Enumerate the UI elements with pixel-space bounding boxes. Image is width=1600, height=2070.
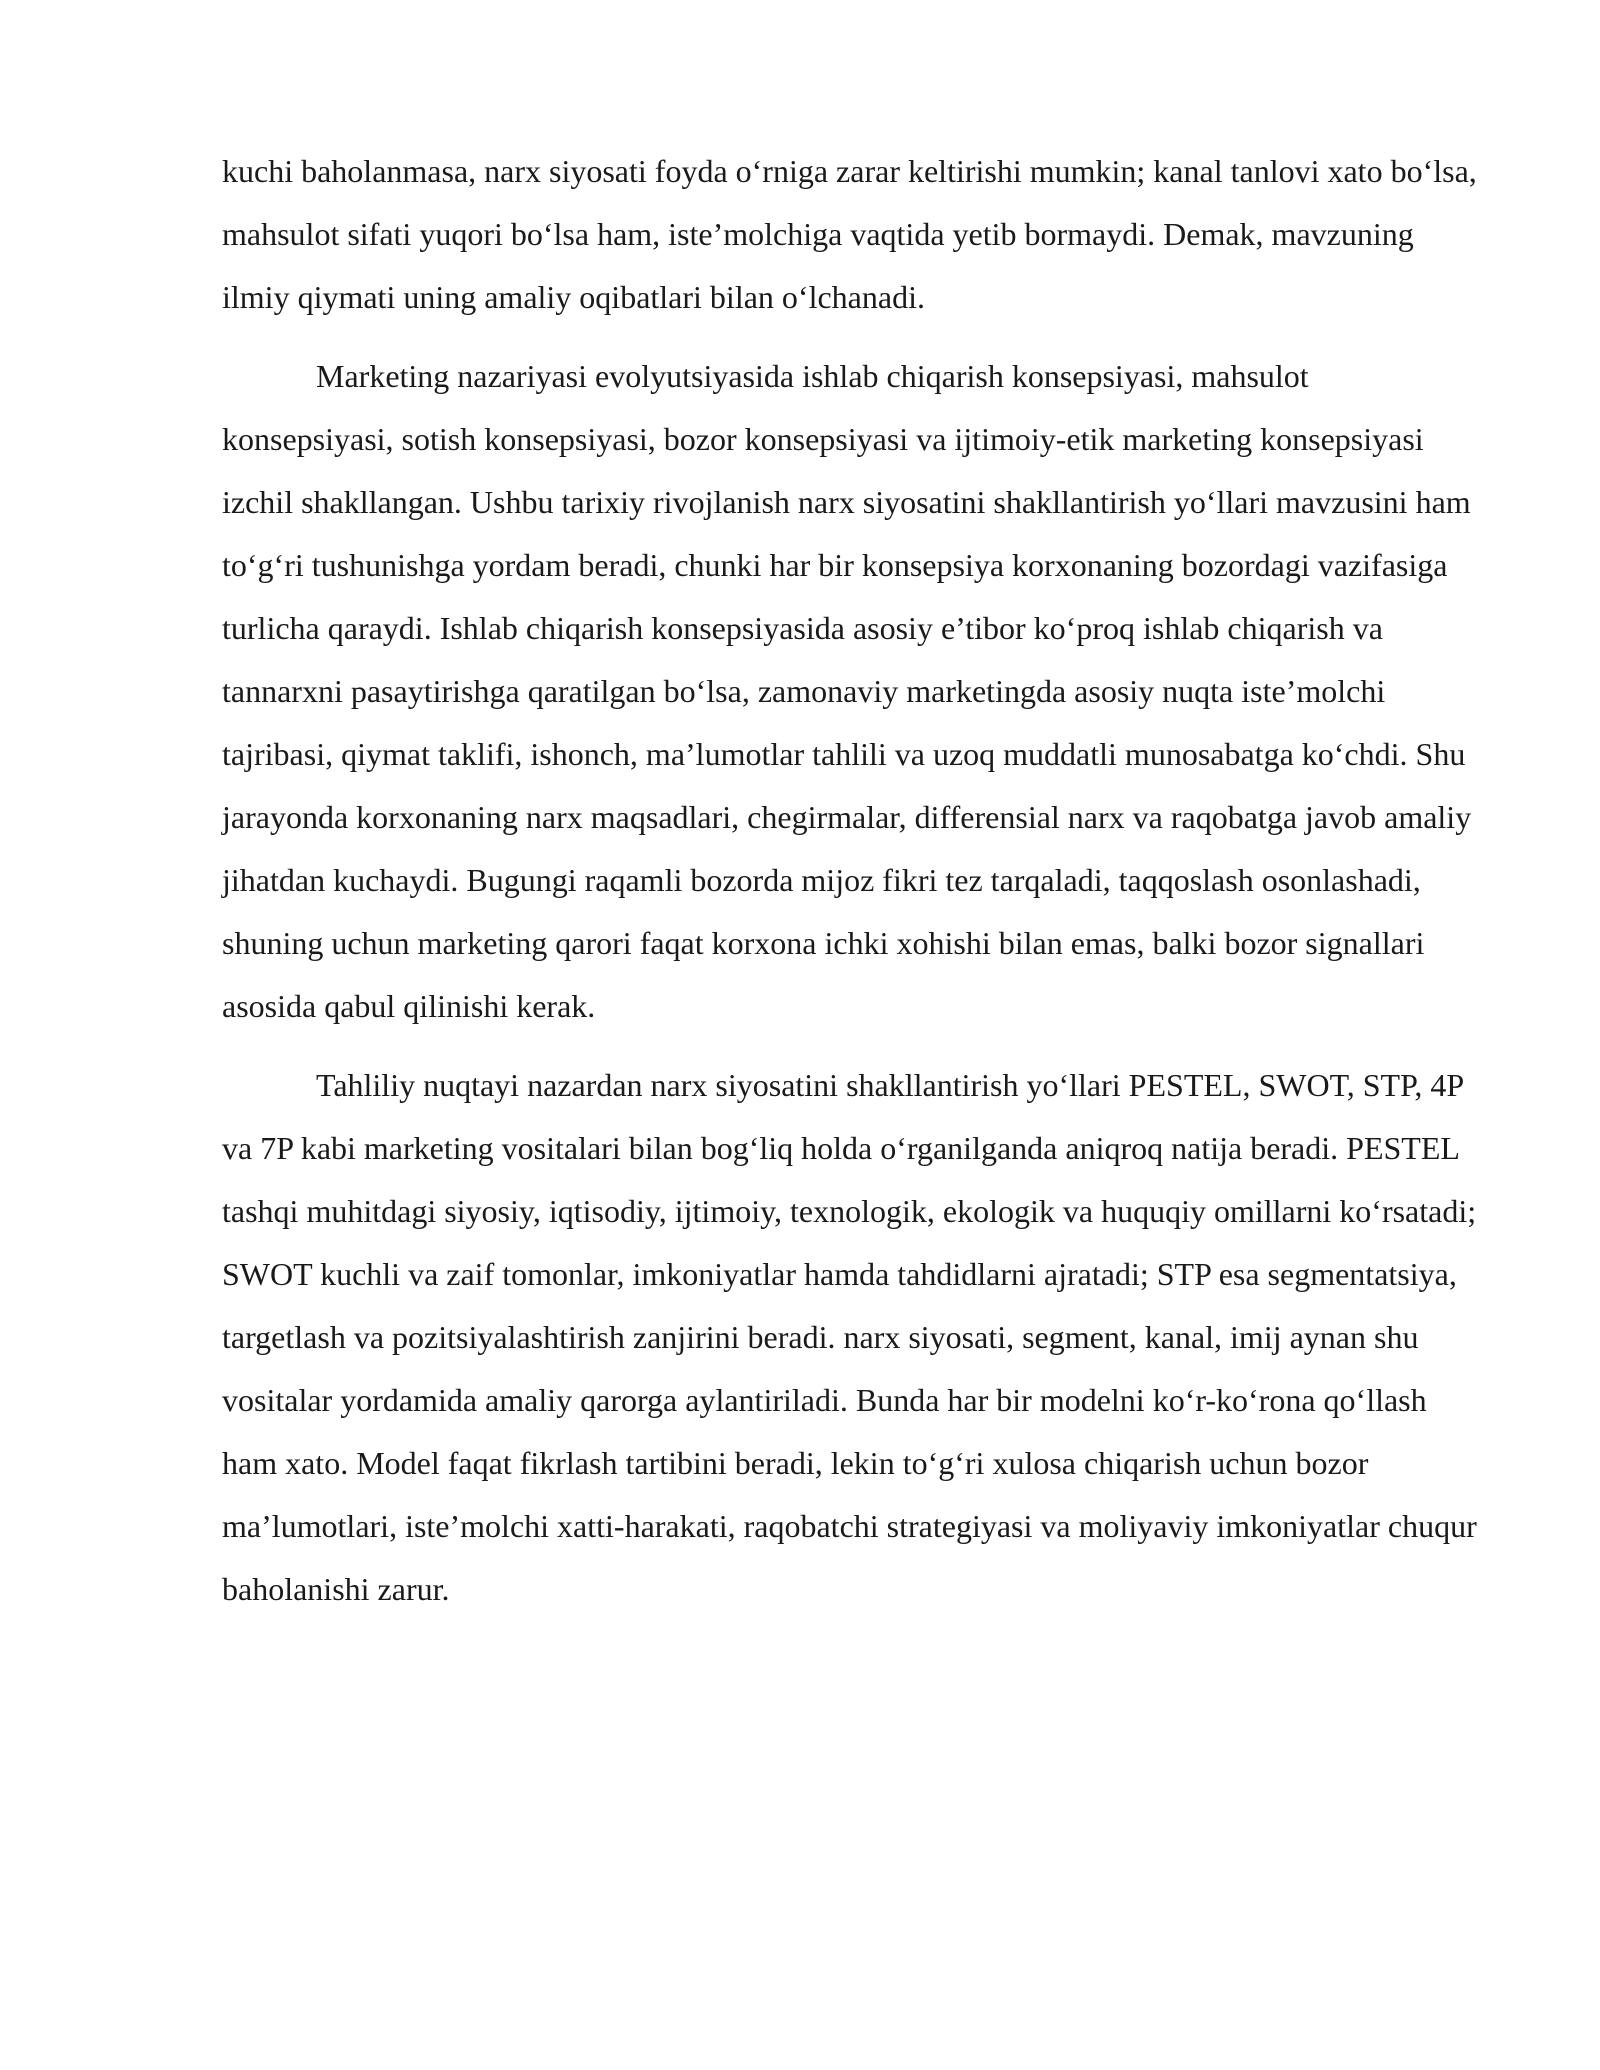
paragraph-continuation: kuchi baholanmasa, narx siyosati foyda o‘rniga zarar keltirishi mumkin; kanal tanlovi xato bo‘lsa, mahsulot sifati yuqori bo‘lsa ham, iste’molchiga vaqtida yetib bormaydi. Demak, mavzuning ilmiy qiymati uning amaliy oqibatlari bilan o‘lchanadi. [222,153,1477,315]
body-text [222,140,1482,1637]
paragraph-analytical-tools: Tahliliy nuqtayi nazardan narx siyosatini shakllantirish yo‘llari PESTEL, SWOT, STP, 4P va 7P kabi marketing vositalari bilan bog‘liq holda o‘rganilganda aniqroq natija beradi. PESTEL tashqi muhitdagi siyosiy, iqtisodiy, ijtimoiy, texnologik, ekologik va huquqiy omillarni ko‘rsatadi; SWOT kuchli va zaif tomonlar, imkoniyatlar hamda tahdidlarni ajratadi; STP esa segmentatsiya, targetlash va pozitsiyalashtirish zanjirini beradi. narx siyosati, segment, kanal, imij aynan shu vositalar yordamida amaliy qarorga aylantiriladi. Bunda har bir modelni ko‘r-ko‘rona qo‘llash ham xato. Model faqat fikrlash tartibini beradi, lekin to‘g‘ri xulosa chiqarish uchun bozor ma’lumotlari, iste’molchi xatti-harakati, raqobatchi strategiyasi va moliyaviy imkoniyatlar chuqur baholanishi zarur. [222,1067,1477,1607]
paragraph-marketing-evolution: Marketing nazariyasi evolyutsiyasida ishlab chiqarish konsepsiyasi, mahsulot konsepsiyasi, sotish konsepsiyasi, bozor konsepsiyasi va ijtimoiy-etik marketing konsepsiyasi izchil shakllangan. Ushbu tarixiy rivojlanish narx siyosatini shakllantirish yo‘llari mavzusini ham to‘g‘ri tushunishga yordam beradi, chunki har bir konsepsiya korxonaning bozordagi vazifasiga turlicha qaraydi. Ishlab chiqarish konsepsiyasida asosiy e’tibor ko‘proq ishlab chiqarish va tannarxni pasaytirishga qaratilgan bo‘lsa, zamonaviy marketingda asosiy nuqta iste’molchi tajribasi, qiymat taklifi, ishonch, ma’lumotlar tahlili va uzoq muddatli munosabatga ko‘chdi. Shu jarayonda korxonaning narx maqsadlari, chegirmalar, differensial narx va raqobatga javob amaliy jihatdan kuchaydi. Bugungi raqamli bozorda mijoz fikri tez tarqaladi, taqqoslash osonlashadi, shuning uchun marketing qarori faqat korxona ichki xohishi bilan emas, balki bozor signallari asosida qabul qilinishi kerak. [222,358,1472,1024]
